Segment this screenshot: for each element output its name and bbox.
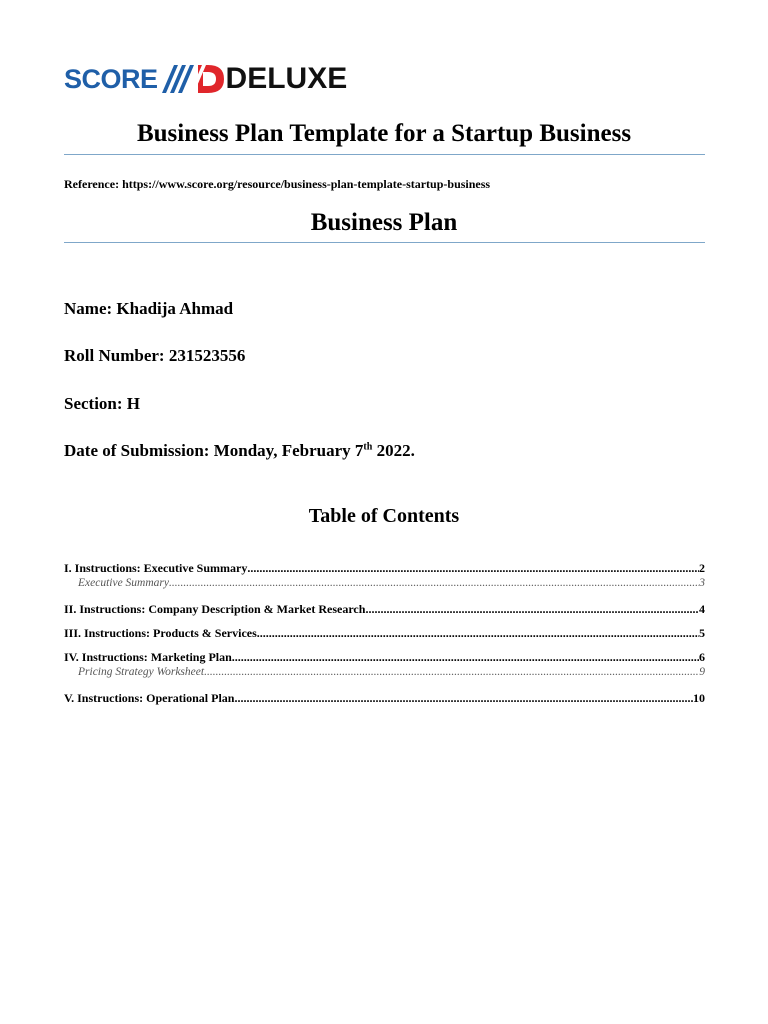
name-field: Name: Khadija Ahmad bbox=[64, 299, 234, 318]
toc-leader-dots bbox=[234, 691, 693, 706]
toc-entry-page: 2 bbox=[699, 561, 705, 575]
toc-entry-title: II. Instructions: Company Description & Market Research bbox=[64, 602, 366, 616]
logo-deluxe-text: DELUXE bbox=[225, 62, 348, 95]
toc-subentry[interactable] bbox=[64, 577, 705, 594]
date-prefix: Date of Submission: Monday, February 7 bbox=[64, 441, 364, 460]
section-divider bbox=[64, 242, 705, 243]
toc-entry-page: 5 bbox=[699, 626, 705, 640]
roll-number-field: Roll Number: 231523556 bbox=[64, 346, 246, 365]
toc-entry-title: Pricing Strategy Worksheet bbox=[78, 666, 205, 678]
score-deluxe-mark-icon bbox=[160, 59, 226, 99]
toc-entry[interactable] bbox=[64, 626, 705, 642]
toc-entry[interactable] bbox=[64, 561, 705, 577]
toc-entry-page: 9 bbox=[699, 666, 705, 678]
logo-score-text: SCORE bbox=[64, 63, 158, 94]
toc-entry-title: III. Instructions: Products & Services bbox=[64, 626, 257, 640]
toc-entry[interactable] bbox=[64, 602, 705, 618]
title-divider bbox=[64, 154, 705, 155]
reference-url: https://www.score.org/resource/business-plan-template-startup-business bbox=[122, 177, 491, 191]
submission-date-field bbox=[64, 441, 415, 461]
toc-entry-title: I. Instructions: Executive Summary bbox=[64, 561, 248, 575]
toc-entry-title: V. Instructions: Operational Plan bbox=[64, 691, 235, 705]
toc-entry-page: 10 bbox=[693, 691, 705, 705]
section-field: Section: H bbox=[64, 394, 141, 413]
date-suffix: 2022. bbox=[372, 441, 415, 460]
score-deluxe-logo bbox=[64, 58, 347, 100]
toc-subentry[interactable] bbox=[64, 666, 705, 683]
toc-leader-dots bbox=[365, 602, 699, 617]
date-ordinal-suffix: th bbox=[363, 441, 373, 453]
toc-entry-title: IV. Instructions: Marketing Plan bbox=[64, 650, 232, 664]
toc-entry[interactable] bbox=[64, 650, 705, 666]
toc-leader-dots bbox=[232, 650, 699, 665]
section-title: Business Plan bbox=[310, 209, 458, 236]
toc-leader-dots bbox=[169, 577, 699, 589]
table-of-contents bbox=[64, 561, 705, 707]
document-title: Business Plan Template for a Startup Business bbox=[136, 120, 632, 147]
toc-entry[interactable] bbox=[64, 691, 705, 707]
toc-entry-page: 4 bbox=[699, 602, 705, 616]
toc-entry-title: Executive Summary bbox=[78, 577, 170, 589]
toc-leader-dots bbox=[204, 666, 699, 678]
toc-leader-dots bbox=[257, 626, 699, 641]
reference-line bbox=[64, 177, 490, 192]
toc-entry-page: 6 bbox=[699, 650, 705, 664]
reference-label: Reference: bbox=[64, 177, 120, 191]
toc-entry-page: 3 bbox=[699, 577, 705, 589]
toc-leader-dots bbox=[247, 561, 699, 576]
toc-heading: Table of Contents bbox=[308, 505, 460, 527]
